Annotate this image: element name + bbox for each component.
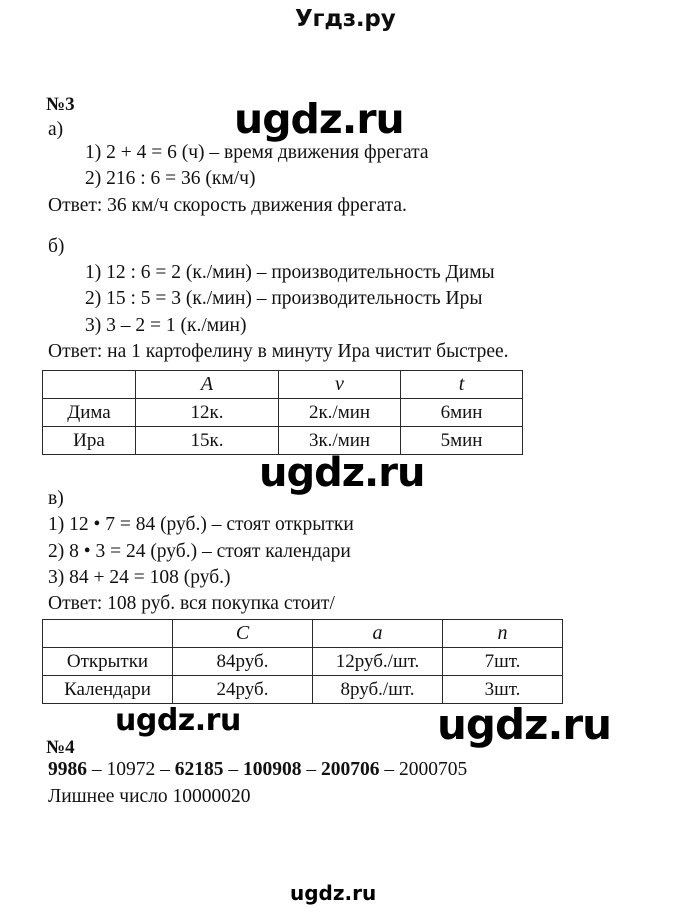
task-number-4: №4	[46, 737, 75, 758]
part-v-step-2: 2) 8 • 3 = 24 (руб.) – стоят календари	[48, 541, 351, 562]
task-number-3: №3	[46, 94, 75, 115]
table-b-r0-c2: 2к./мин	[279, 399, 401, 427]
part-v-step-3: 3) 84 + 24 = 108 (руб.)	[48, 567, 231, 588]
part-v-answer: Ответ: 108 руб. вся покупка стоит/	[48, 593, 335, 614]
watermark-5: ugdz.ru	[290, 881, 377, 905]
sequence-number: 2000705	[399, 759, 468, 780]
part-b-step-3: 3) 3 – 2 = 1 (к./мин)	[85, 315, 247, 336]
part-label-v: в)	[48, 488, 64, 509]
table-part-v	[42, 619, 563, 704]
table-v-header-2: a	[313, 620, 443, 648]
table-v-r1-c0: Календари	[43, 676, 173, 704]
table-v-r1-c1: 24руб.	[173, 676, 313, 704]
site-header	[0, 4, 680, 44]
part-b-step-2: 2) 15 : 5 = 3 (к./мин) – производительность Иры	[85, 288, 483, 309]
number-sequence	[48, 760, 467, 780]
table-header-row	[43, 620, 563, 648]
table-b-header-3: t	[401, 371, 523, 399]
table-b-header-0	[43, 371, 136, 399]
table-b-r0-c3: 6мин	[401, 399, 523, 427]
table-header-row	[43, 371, 523, 399]
table-b-header-1: A	[136, 371, 279, 399]
sequence-separator: –	[223, 759, 243, 780]
part-a-answer: Ответ: 36 км/ч скорость движения фрегата.	[48, 195, 407, 216]
table-row	[43, 676, 563, 704]
table-b-header-2: v	[279, 371, 401, 399]
task-4-conclusion: Лишнее число 10000020	[48, 786, 251, 807]
table-v-r0-c2: 12руб./шт.	[313, 648, 443, 676]
sequence-number: 9986	[48, 759, 87, 780]
table-v-r0-c0: Открытки	[43, 648, 173, 676]
sequence-number: 100908	[243, 759, 302, 780]
table-b-r0-c1: 12к.	[136, 399, 279, 427]
part-b-step-1: 1) 12 : 6 = 2 (к./мин) – производительность Димы	[85, 262, 495, 283]
sequence-number: 62185	[174, 759, 224, 780]
sequence-separator: –	[379, 759, 399, 780]
sequence-number: 200706	[321, 759, 380, 780]
table-b-r1-c3: 5мин	[401, 427, 523, 455]
site-logo[interactable]: Угдз.ру	[295, 6, 396, 32]
watermark-1: ugdz.ru	[234, 95, 404, 143]
table-b-r1-c1: 15к.	[136, 427, 279, 455]
table-b-r1-c0: Ира	[43, 427, 136, 455]
table-v-r0-c1: 84руб.	[173, 648, 313, 676]
watermark-3: ugdz.ru	[115, 703, 241, 738]
part-v-step-1: 1) 12 • 7 = 84 (руб.) – стоят открытки	[48, 514, 354, 535]
table-v-header-3: n	[443, 620, 563, 648]
sequence-number: 10972	[106, 759, 156, 780]
watermark-4: ugdz.ru	[437, 700, 612, 749]
table-b-r0-c0: Дима	[43, 399, 136, 427]
table-row	[43, 427, 523, 455]
sequence-separator: –	[301, 759, 321, 780]
table-v-r0-c3: 7шт.	[443, 648, 563, 676]
table-row	[43, 648, 563, 676]
sequence-separator: –	[155, 759, 175, 780]
table-v-header-1: C	[173, 620, 313, 648]
table-v-r1-c3: 3шт.	[443, 676, 563, 704]
table-v-r1-c2: 8руб./шт.	[313, 676, 443, 704]
watermark-2: ugdz.ru	[259, 450, 425, 496]
part-a-step-1: 1) 2 + 4 = 6 (ч) – время движения фрегата	[85, 142, 429, 163]
part-label-a: а)	[48, 119, 64, 140]
table-b-r1-c2: 3к./мин	[279, 427, 401, 455]
table-v-header-0	[43, 620, 173, 648]
table-row	[43, 399, 523, 427]
sequence-separator: –	[87, 759, 107, 780]
part-label-b: б)	[48, 236, 65, 257]
part-b-answer: Ответ: на 1 картофелину в минуту Ира чистит быстрее.	[48, 341, 509, 362]
part-a-step-2: 2) 216 : 6 = 36 (км/ч)	[85, 168, 256, 189]
table-part-b	[42, 370, 523, 455]
